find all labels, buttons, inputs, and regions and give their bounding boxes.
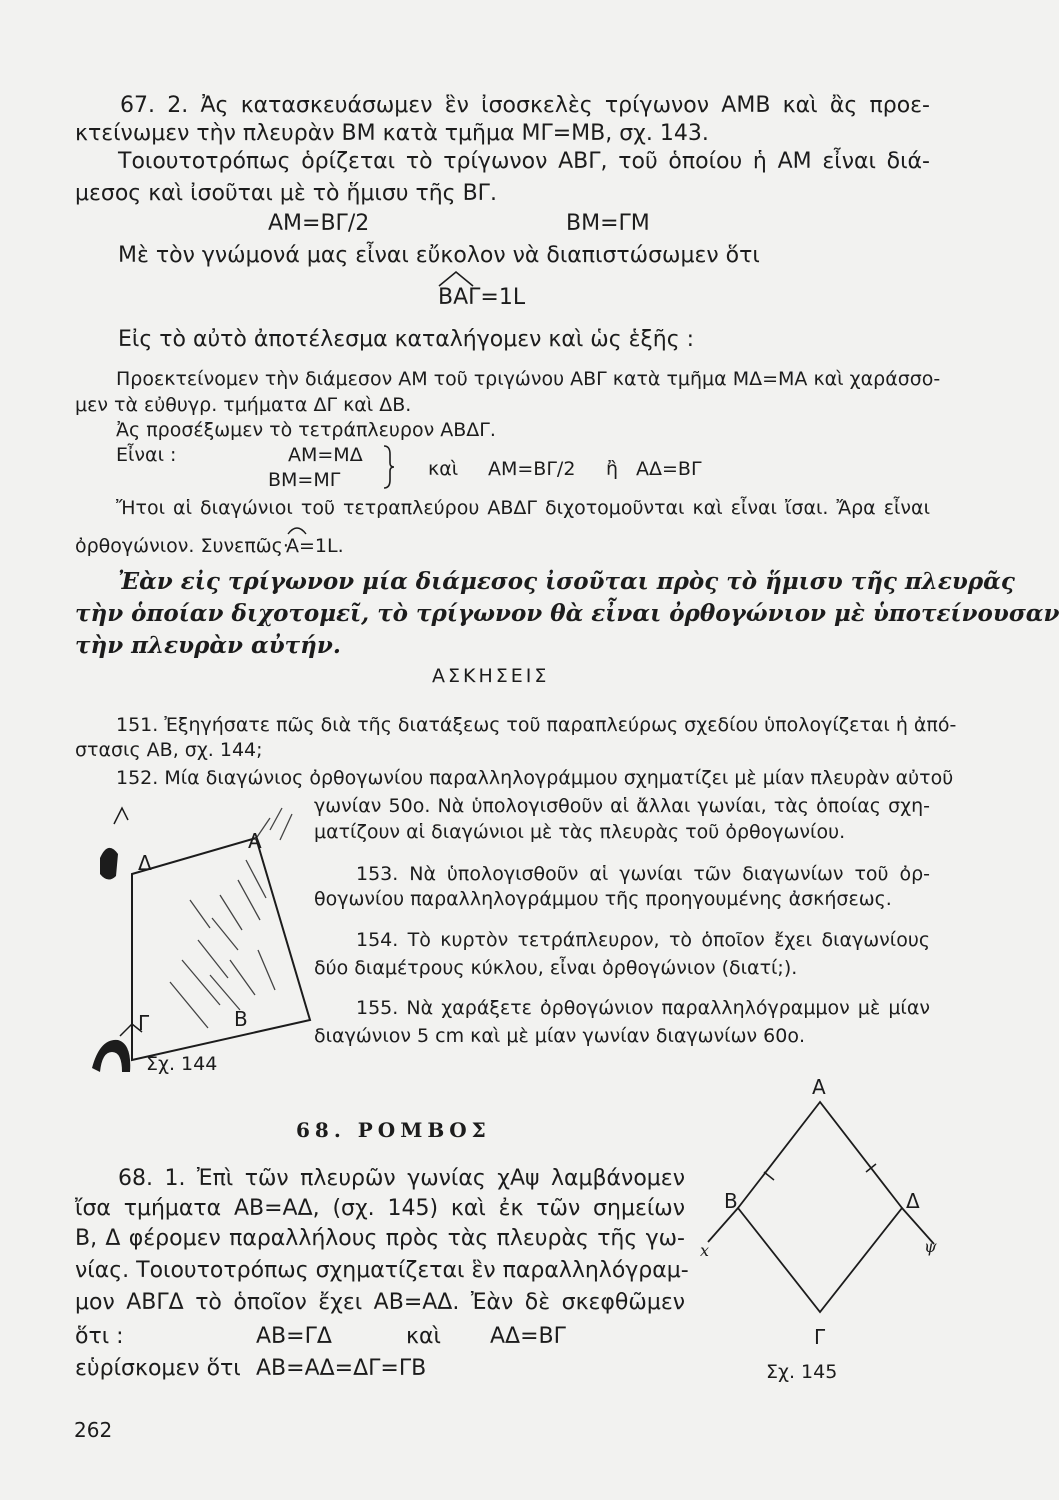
section-68-eq-ab-gd: ΑΒ=ΓΔ [256,1324,332,1349]
brace-icon [382,444,396,490]
exercise-154-line2: δύο διαμέτρους κύκλου, εἶναι ὀρθογώνιον (διατί;). [314,957,798,979]
paragraph-67-2-line4: μεσος καὶ ἰσοῦται μὲ τὸ ἥμισυ τῆς ΒΓ. [75,181,497,206]
proof-eq-am-md: ΑΜ=ΜΔ [288,444,363,466]
section-68-line2: ἴσα τμήματα ΑΒ=ΑΔ, (σχ. 145) καὶ ἐκ τῶν σημείων [75,1196,685,1221]
paragraph-67-2-line5: Μὲ τὸν γνώμονά μας εἶναι εὔκολον νὰ διαπιστώσωμεν ὅτι [118,243,760,268]
exercise-152-line2: γωνίαν 50ο. Νὰ ὑπολογισθοῦν αἱ ἄλλαι γωνίαι, τὰς ὁποίας σχη- [314,795,930,817]
proof-line5: ὀρθογώνιον. Συνεπῶς· [75,535,289,557]
proof-line1: Προεκτείνομεν τὴν διάμεσον ΑΜ τοῦ τριγώνου ΑΒΓ κατὰ τμῆμα ΜΔ=ΜΑ καὶ χαράσσο- [116,368,941,390]
section-68-eq-chain: ΑΒ=ΑΔ=ΔΓ=ΓΒ [256,1356,427,1381]
equation-angle-bag: ΒΑΓ=1L [438,285,526,310]
figure-144-label-d: Δ [138,851,152,875]
proof-eq-bm-mg: ΒΜ=ΜΓ [268,469,341,491]
section-68-line3: Β, Δ φέρομεν παραλλήλους πρὸς τὰς πλευρὰς τῆς γω- [75,1226,685,1251]
figure-144-caption: Σχ. 144 [146,1053,218,1075]
section-68-line6-oti: ὅτι : [75,1324,124,1349]
section-68-line1: 68. 1. Ἐπὶ τῶν πλευρῶν γωνίας χΑψ λαμβάνομεν [118,1166,685,1191]
exercise-153-line1: 153. Νὰ ὑπολογισθοῦν αἱ γωνίαι τῶν διαγωνίων τοῦ ὀρ- [356,863,930,885]
figure-144-label-a: Α [248,829,262,853]
figure-145-label-x: x [700,1241,710,1260]
exercise-153-line2: θογωνίου παραλληλογράμμου τῆς προηγουμένης ἀσκήσεως. [314,888,892,910]
figure-145-label-b: Β [724,1189,738,1213]
section-68-eq-ad-bg: ΑΔ=ΒΓ [490,1324,566,1349]
proof-line2: μεν τὰ εὐθυγρ. τμήματα ΔΓ καὶ ΔΒ. [75,394,412,416]
section-68-title: 68. ΡΟΜΒΟΣ [296,1118,491,1142]
section-68-line7: εὑρίσκομεν ὅτι [75,1356,241,1381]
figure-145-label-a: Α [812,1075,826,1099]
figure-144-label-b: Β [234,1007,248,1031]
exercise-152-line3: ματίζουν αἱ διαγώνιοι μὲ τὰς πλευρὰς τοῦ ὀρθογωνίου. [314,821,846,843]
exercise-155-line1: 155. Νὰ χαράξετε ὀρθογώνιον παραλληλόγραμμον μὲ μίαν [356,997,930,1019]
paragraph-67-2-line3: Τοιουτοτρόπως ὁρίζεται τὸ τρίγωνον ΑΒΓ, τοῦ ὁποίου ἡ ΑΜ εἶναι διά- [118,149,930,174]
proof-line3: Ἀς προσέξωμεν τὸ τετράπλευρον ΑΒΔΓ. [116,419,496,441]
exercise-155-line2: διαγώνιον 5 cm καὶ μὲ μίαν γωνίαν διαγωνίων 60ο. [314,1025,806,1047]
figure-144-drawing [70,800,310,1080]
theorem-line3: τὴν πλευρὰν αὐτήν. [75,632,341,659]
proof-line4: Ἤτοι αἱ διαγώνιοι τοῦ τετραπλεύρου ΑΒΔΓ διχοτομοῦνται καὶ εἶναι ἴσαι. Ἄρα εἶναι [116,497,930,519]
equation-bm: ΒΜ=ΓΜ [566,211,650,236]
exercise-154-line1: 154. Τὸ κυρτὸν τετράπλευρον, τὸ ὁποῖον ἔχει διαγωνίους [356,929,930,951]
equation-am: ΑΜ=ΒΓ/2 [268,211,370,236]
page-number: 262 [74,1418,113,1442]
proof-einai: Εἶναι : [116,444,177,466]
exercise-151-line2: στασις ΑΒ, σχ. 144; [75,739,263,761]
paragraph-67-2-line2: κτείνωμεν τὴν πλευρὰν ΒΜ κατὰ τμῆμα ΜΓ=ΜΒ, σχ. 143. [75,121,709,146]
proof-line5-result: Α=1L. [286,535,344,557]
paragraph-67-2-line6: Εἰς τὸ αὐτὸ ἀποτέλεσμα καταλήγομεν καὶ ὡς ἑξῆς : [118,327,695,352]
figure-145-label-y: ψ [924,1237,937,1256]
exercise-152-line1: 152. Μία διαγώνιος ὀρθογωνίου παραλληλογράμμου σχηματίζει μὲ μίαν πλευρὰν αὐτοῦ [116,767,954,789]
theorem-line2: τὴν ὁποίαν διχοτομεῖ, τὸ τρίγωνον θὰ εἶναι ὀρθογώνιον μὲ ὑποτείνουσαν [75,600,1059,627]
proof-eq-am-bg2: ΑΜ=ΒΓ/2 [488,458,576,480]
theorem-line1: Ἐὰν εἰς τρίγωνον μία διάμεσος ἰσοῦται πρὸς τὸ ἥμισυ τῆς πλευρᾶς [118,568,1015,595]
exercise-151-line1: 151. Ἐξηγήσατε πῶς διὰ τῆς διατάξεως τοῦ παραπλεύρως σχεδίου ὑπολογίζεται ἡ ἀπό- [116,714,957,736]
proof-eta: ἢ [606,458,619,480]
figure-144-label-g: Γ [138,1011,150,1035]
section-68-line5: μον ΑΒΓΔ τὸ ὁποῖον ἔχει ΑΒ=ΑΔ. Ἐὰν δὲ σκεφθῶμεν [75,1290,685,1315]
paragraph-67-2-line1: 67. 2. Ἀς κατασκευάσωμεν ἓν ἰσοσκελὲς τρίγωνον ΑΜΒ καὶ ἂς προε- [120,93,930,118]
figure-145-label-g: Γ [814,1325,826,1349]
figure-145-label-d: Δ [906,1189,920,1213]
proof-eq-ad-bg: ΑΔ=ΒΓ [636,458,702,480]
section-68-line4: νίας. Τοιουτοτρόπως σχηματίζεται ἓν παραλληλόγραμ- [75,1258,689,1283]
exercises-heading: ΑΣΚΗΣΕΙΣ [432,665,550,687]
proof-kai: καὶ [428,458,459,480]
figure-145-caption: Σχ. 145 [766,1361,838,1383]
section-68-kai: καὶ [406,1324,441,1349]
